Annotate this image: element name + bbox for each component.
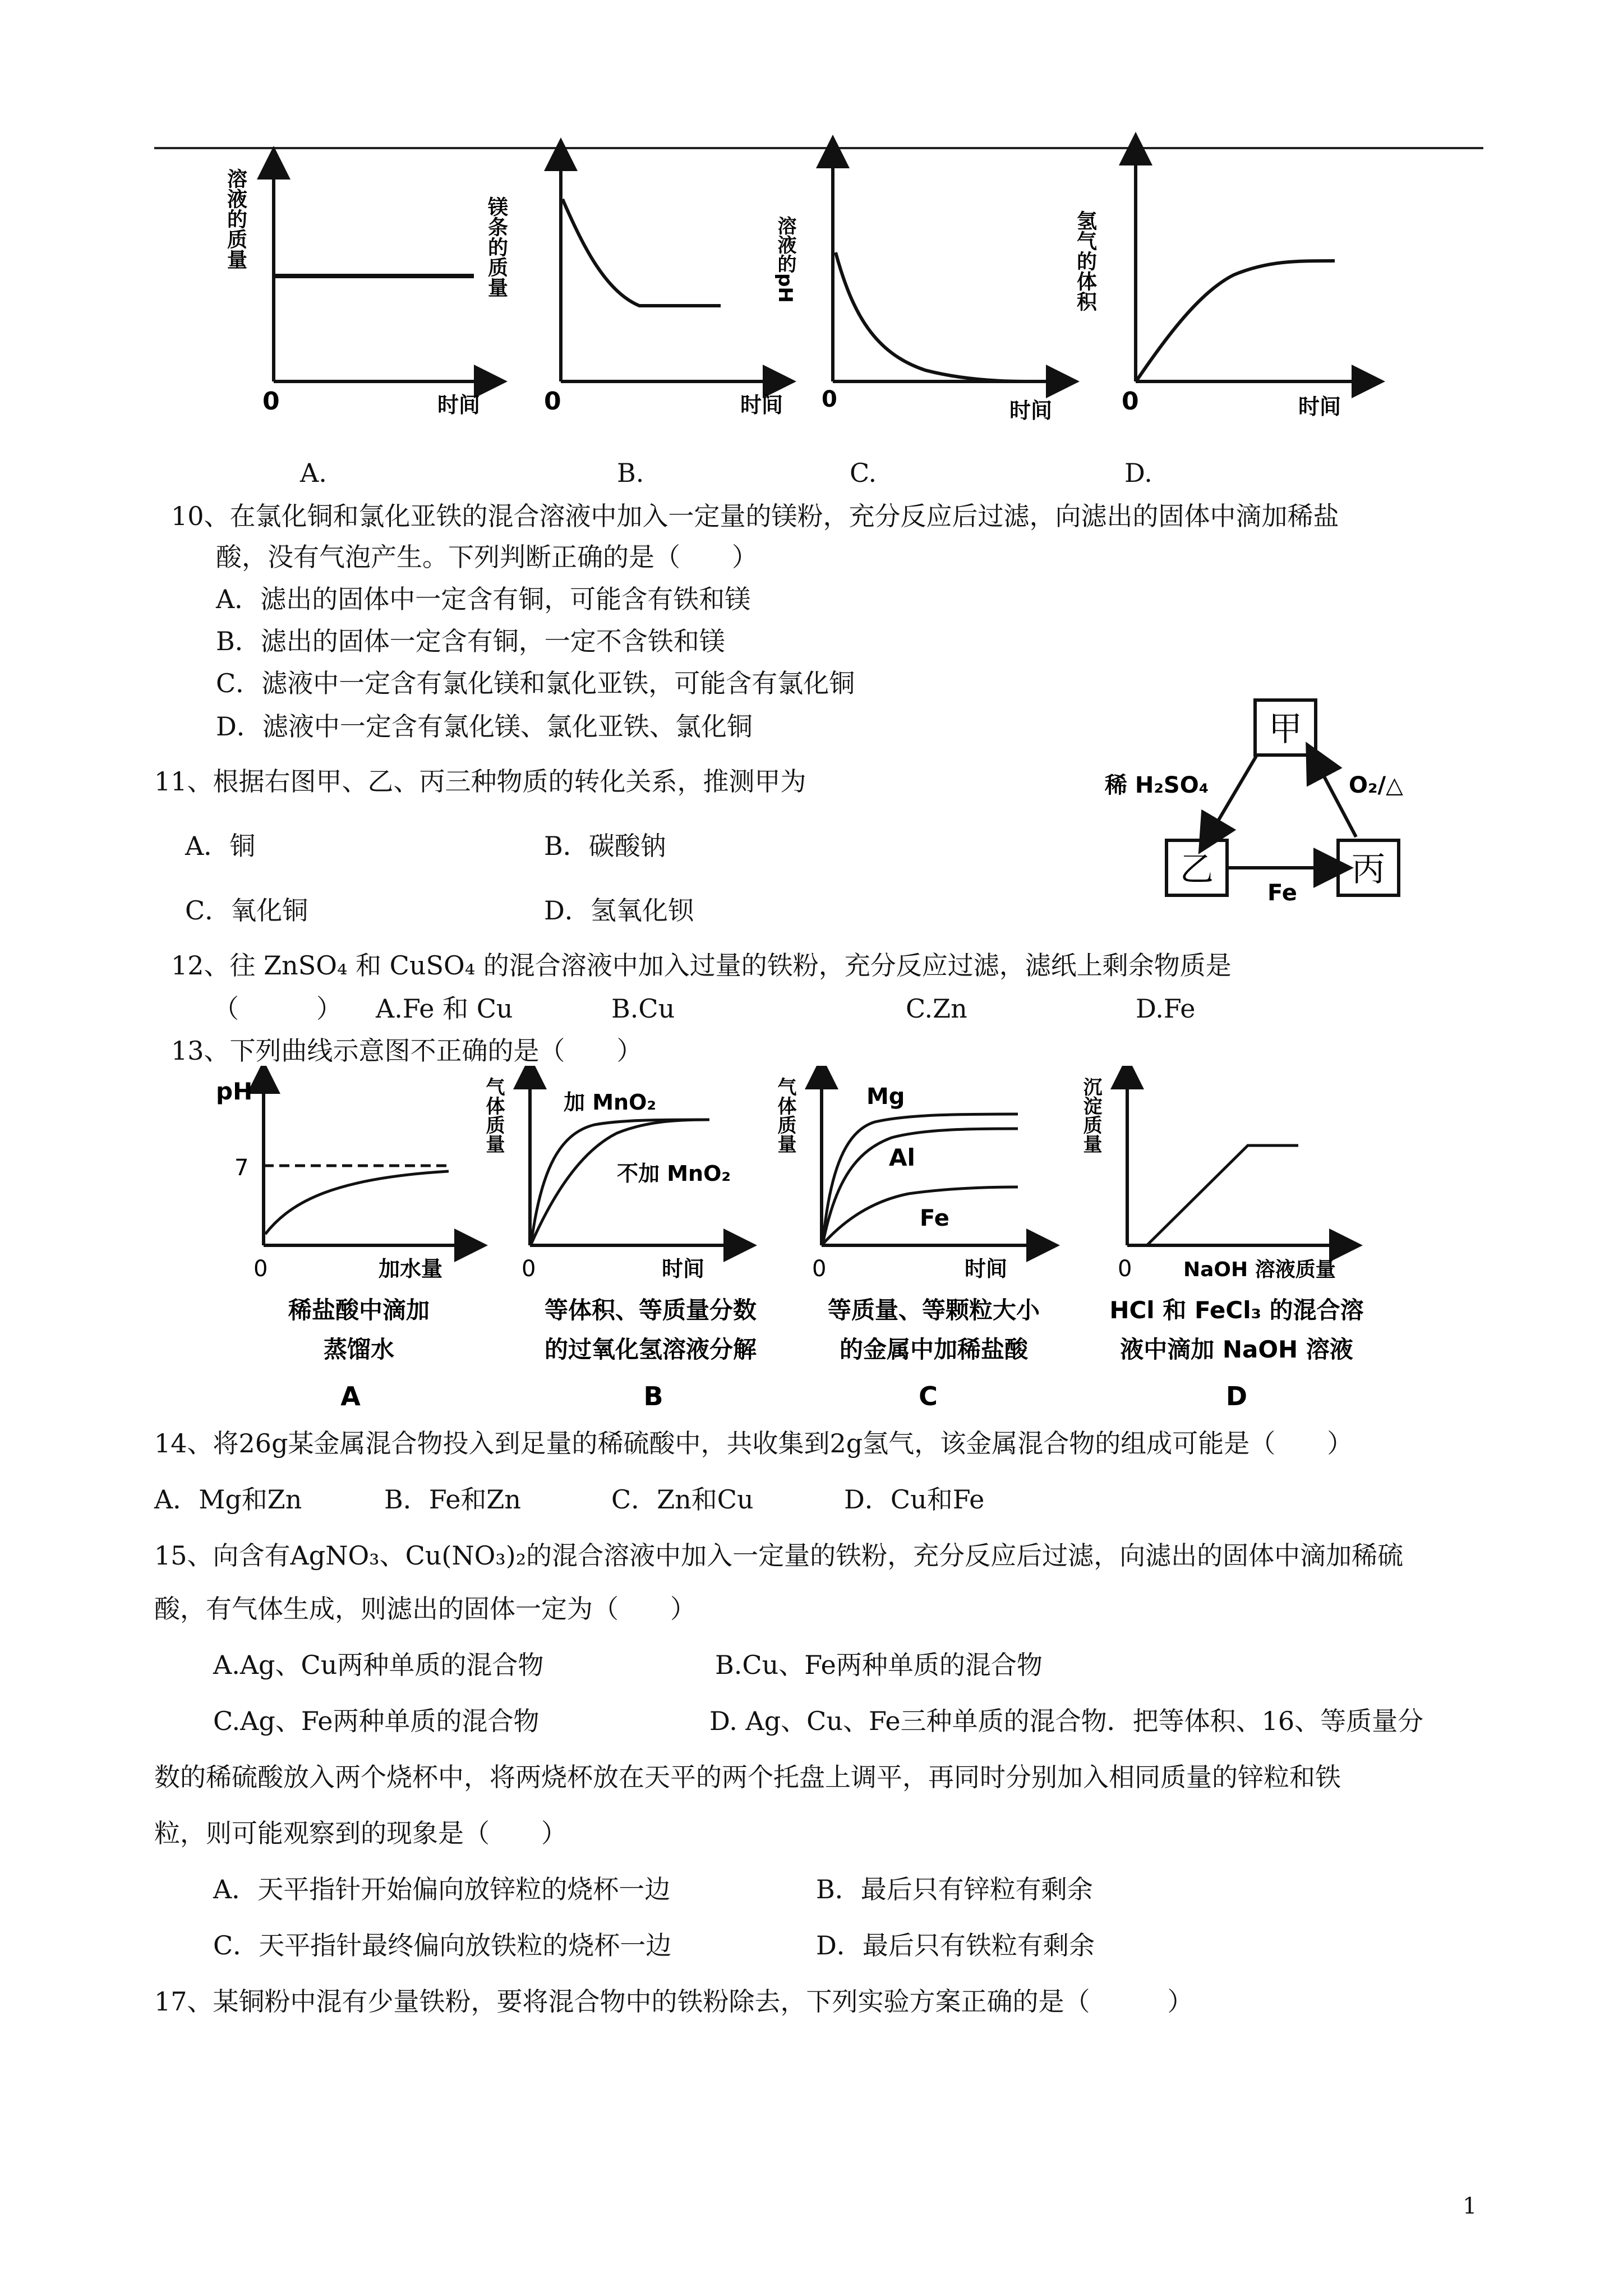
q16-line1: 数的稀硫酸放入两个烧杯中，将两烧杯放在天平的两个托盘上调平，再同时分别加入相同质量的锌粒和铁 bbox=[154, 1762, 1341, 1792]
arrow-bing-to-jia bbox=[1315, 760, 1356, 837]
page-number: 1 bbox=[1463, 2193, 1477, 2219]
q10-option-a: A．滤出的固体中一定含有铜，可能含有铁和镁 bbox=[216, 584, 751, 614]
q9-b-ylabel: 镁条的质量 bbox=[485, 196, 508, 297]
q9-option-b: B. bbox=[617, 458, 644, 488]
q13-a-letter: A bbox=[340, 1381, 361, 1411]
q9-graph-b bbox=[485, 154, 783, 417]
q13-c-curve3: Fe bbox=[920, 1205, 949, 1231]
q14-option-b: B．Fe和Zn bbox=[384, 1484, 522, 1515]
q13-d-origin: 0 bbox=[1118, 1256, 1132, 1282]
q13-b-curve2: 不加 MnO₂ bbox=[617, 1161, 731, 1186]
label-arrow-right: O₂/△ bbox=[1349, 772, 1403, 798]
label-arrow-bottom: Fe bbox=[1267, 880, 1297, 906]
q11-option-b: B．碳酸钠 bbox=[544, 831, 666, 861]
q13-c-ylabel: 气体质量 bbox=[774, 1077, 796, 1153]
q14-option-d: D．Cu和Fe bbox=[844, 1484, 985, 1515]
q13-a-ylabel: pH bbox=[216, 1078, 253, 1105]
q13-graph-a bbox=[216, 1077, 471, 1282]
label-jia: 甲 bbox=[1269, 710, 1302, 749]
q16-option-d: D．最后只有铁粒有剩余 bbox=[816, 1930, 1095, 1961]
q12-option-d: D.Fe bbox=[1136, 993, 1196, 1024]
q13-d-xlabel: NaOH 溶液质量 bbox=[1183, 1258, 1336, 1281]
q16-option-b: B．最后只有锌粒有剩余 bbox=[816, 1874, 1093, 1904]
q13-c-curve2: Al bbox=[889, 1144, 915, 1171]
q15-stem-line1: 15、向含有AgNO₃、Cu(NO₃)₂的混合溶液中加入一定量的铁粉，充分反应后过滤，向滤出的固体中滴加稀硫 bbox=[154, 1540, 1404, 1571]
q9-graphs bbox=[0, 0, 1623, 449]
q9-b-xlabel: 时间 bbox=[740, 393, 783, 417]
q16-option-c: C．天平指针最终偏向放铁粒的烧杯一边 bbox=[213, 1930, 672, 1961]
q10-stem-line2: 酸，没有气泡产生。下列判断正确的是（ ） bbox=[216, 542, 758, 572]
q9-graph-a bbox=[224, 163, 491, 417]
q12-stem: 12、往 ZnSO₄ 和 CuSO₄ 的混合溶液中加入过量的铁粉，充分反应过滤，滤纸上剩余物质是 bbox=[171, 950, 1232, 981]
q13-a-tick: 7 bbox=[234, 1155, 249, 1181]
q13-b-letter: B bbox=[643, 1381, 663, 1411]
label-bing: 丙 bbox=[1352, 850, 1385, 889]
q13-graph-d bbox=[1080, 1073, 1346, 1282]
q16-line2: 粒，则可能观察到的现象是（ ） bbox=[154, 1818, 567, 1848]
q11-option-d: D．氢氧化钡 bbox=[544, 895, 694, 926]
q14-stem: 14、将26g某金属混合物投入到足量的稀硫酸中，共收集到2g氢气，该金属混合物的组成可能是（ ） bbox=[154, 1428, 1353, 1458]
q13-a-caption1: 稀盐酸中滴加 bbox=[288, 1296, 430, 1324]
q13-b-origin: 0 bbox=[522, 1256, 536, 1282]
q9-graph-d bbox=[1074, 149, 1369, 419]
q9-a-origin: 0 bbox=[262, 387, 280, 416]
q12-option-b: B.Cu bbox=[611, 993, 675, 1024]
q9-a-ylabel: 溶液的质量 bbox=[224, 168, 247, 269]
q13-b-xlabel: 时间 bbox=[662, 1257, 705, 1281]
q9-a-xlabel: 时间 bbox=[437, 393, 481, 417]
q10-option-d: D．滤液中一定含有氯化镁、氯化亚铁、氯化铜 bbox=[216, 711, 753, 742]
q13-a-xlabel: 加水量 bbox=[379, 1257, 443, 1281]
q15-option-c: C.Ag、Fe两种单质的混合物 bbox=[213, 1706, 540, 1736]
q13-c-letter: C bbox=[919, 1381, 938, 1411]
q13-b-curve1: 加 MnO₂ bbox=[564, 1090, 657, 1115]
q13-d-caption1: HCl 和 FeCl₃ 的混合溶 bbox=[1109, 1296, 1364, 1324]
q13-b-caption1: 等体积、等质量分数 bbox=[544, 1296, 757, 1324]
q17-stem: 17、某铜粉中混有少量铁粉，要将混合物中的铁粉除去，下列实验方案正确的是（ ） bbox=[154, 1986, 1193, 2017]
arrow-jia-to-yi bbox=[1209, 756, 1256, 837]
q13-c-caption2: 的金属中加稀盐酸 bbox=[839, 1336, 1029, 1363]
q15-stem-line2: 酸，有气体生成，则滤出的固体一定为（ ） bbox=[154, 1594, 696, 1624]
q13-c-curve1: Mg bbox=[866, 1084, 905, 1110]
q12-option-c: C.Zn bbox=[906, 993, 967, 1024]
q13-b-ylabel: 气体质量 bbox=[482, 1077, 505, 1153]
q9-d-ylabel: 氢气的体积 bbox=[1073, 210, 1097, 311]
q9-option-a: A. bbox=[300, 458, 327, 488]
q9-d-xlabel: 时间 bbox=[1298, 394, 1341, 419]
q15-option-a: A.Ag、Cu两种单质的混合物 bbox=[213, 1650, 544, 1680]
q12-bracket: （ ） bbox=[213, 993, 342, 1024]
label-yi: 乙 bbox=[1180, 850, 1214, 889]
q9-c-xlabel: 时间 bbox=[1009, 398, 1053, 423]
q13-d-ylabel: 沉淀质量 bbox=[1080, 1077, 1102, 1153]
q13-b-caption2: 的过氧化氢溶液分解 bbox=[544, 1336, 757, 1363]
q11-diagram bbox=[1088, 690, 1481, 914]
label-arrow-left: 稀 H₂SO₄ bbox=[1105, 772, 1209, 798]
q9-option-c: C. bbox=[850, 458, 877, 488]
q9-d-origin: 0 bbox=[1122, 387, 1139, 416]
q13-graph-b bbox=[482, 1073, 740, 1282]
q10-stem-line1: 10、在氯化铜和氯化亚铁的混合溶液中加入一定量的镁粉，充分反应后过滤，向滤出的固体中滴加稀盐 bbox=[171, 501, 1339, 531]
q9-b-origin: 0 bbox=[544, 387, 561, 416]
q12-option-a: A.Fe 和 Cu bbox=[376, 993, 513, 1024]
q9-graph-c bbox=[774, 151, 1063, 423]
q10-option-b: B．滤出的固体一定含有铜，一定不含铁和镁 bbox=[216, 626, 725, 656]
q9-option-d: D. bbox=[1124, 458, 1152, 488]
q10-option-c: C．滤液中一定含有氯化镁和氯化亚铁，可能含有氯化铜 bbox=[216, 668, 855, 698]
q9-c-origin: 0 bbox=[822, 386, 837, 412]
q15-option-d: D. Ag、Cu、Fe三种单质的混合物．把等体积、16、等质量分 bbox=[709, 1706, 1424, 1736]
q13-d-letter: D bbox=[1225, 1381, 1248, 1411]
q13-d-caption2: 液中滴加 NaOH 溶液 bbox=[1120, 1336, 1353, 1363]
q16-option-a: A．天平指针开始偏向放锌粒的烧杯一边 bbox=[213, 1874, 671, 1904]
q15-option-b: B.Cu、Fe两种单质的混合物 bbox=[715, 1650, 1043, 1680]
q11-option-a: A．铜 bbox=[185, 831, 256, 861]
q13-c-xlabel: 时间 bbox=[965, 1257, 1008, 1281]
q13-stem: 13、下列曲线示意图不正确的是（ ） bbox=[171, 1036, 643, 1066]
q11-stem: 11、根据右图甲、乙、丙三种物质的转化关系，推测甲为 bbox=[154, 766, 806, 797]
q14-option-c: C．Zn和Cu bbox=[611, 1484, 754, 1515]
q11-option-c: C．氧化铜 bbox=[185, 895, 308, 926]
q13-c-origin: 0 bbox=[812, 1256, 827, 1282]
q13-a-caption2: 蒸馏水 bbox=[323, 1336, 395, 1363]
q14-option-a: A．Mg和Zn bbox=[154, 1484, 302, 1515]
q13-graph-c bbox=[774, 1073, 1043, 1282]
q13-graphs bbox=[0, 1066, 1623, 1414]
q9-c-ylabel: 溶液的pH bbox=[774, 216, 796, 303]
q13-c-caption1: 等质量、等颗粒大小 bbox=[827, 1296, 1040, 1324]
q13-a-origin: 0 bbox=[253, 1256, 268, 1282]
